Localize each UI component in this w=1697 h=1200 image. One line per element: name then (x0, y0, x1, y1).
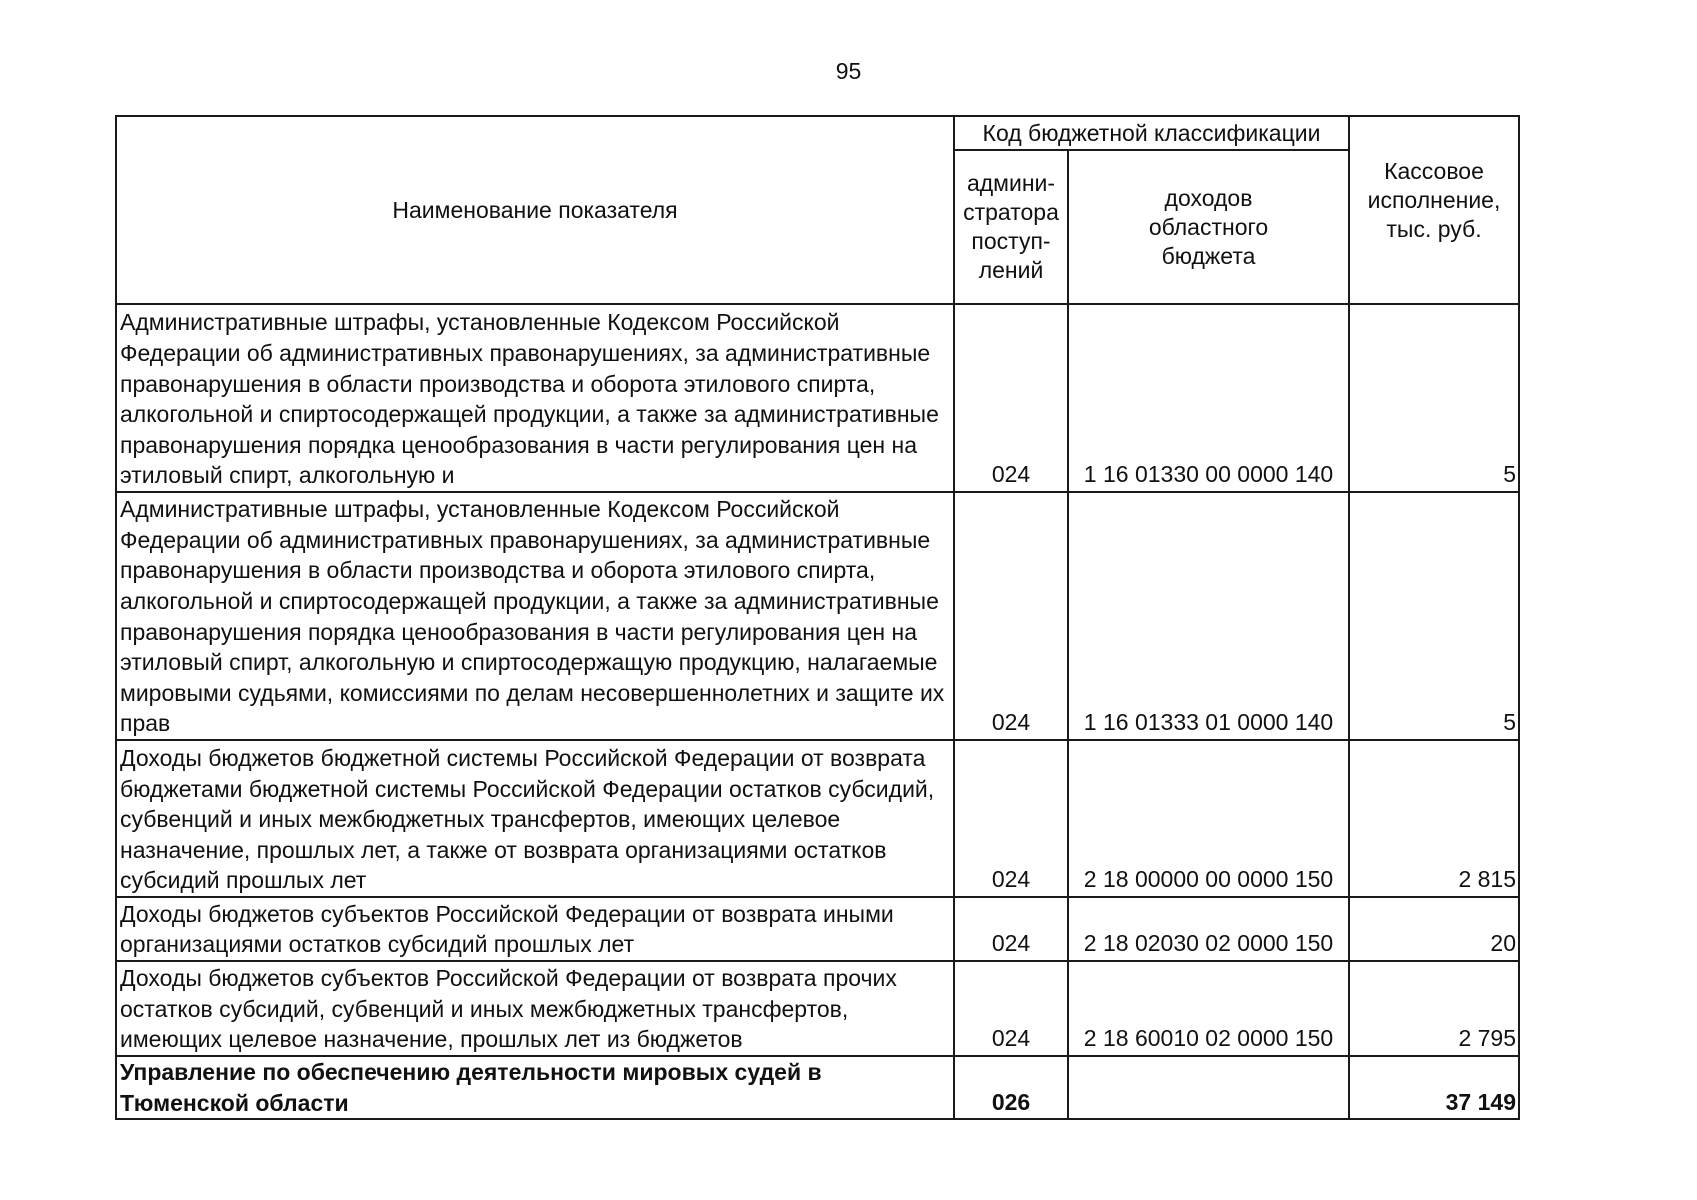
row-name: Доходы бюджетов субъектов Российской Федерации от возврата иными организациями остатков субсидий прошлых лет (116, 897, 954, 961)
header-income-code-label: доходов областного бюджета (1148, 184, 1269, 269)
header-admin-label: админи- стратора поступ- лений (963, 170, 1059, 283)
row-admin-code: 024 (954, 304, 1068, 492)
row-amount: 20 (1349, 897, 1519, 961)
header-name (116, 116, 954, 304)
budget-table (115, 115, 1520, 1120)
row-income-code: 2 18 02030 02 0000 150 (1068, 897, 1349, 961)
row-income-code: 2 18 00000 00 0000 150 (1068, 740, 1349, 897)
row-amount: 2 815 (1349, 740, 1519, 897)
row-amount: 37 149 (1349, 1056, 1519, 1119)
row-amount: 5 (1349, 304, 1519, 492)
row-admin-code: 026 (954, 1056, 1068, 1119)
header-admin (954, 150, 1068, 304)
row-amount: 5 (1349, 492, 1519, 740)
row-income-code (1068, 1056, 1349, 1119)
row-name: Управление по обеспечению деятельности мировых судей в Тюменской области (116, 1056, 954, 1119)
table-row (116, 961, 1519, 1056)
table-row (116, 740, 1519, 897)
header-name-label: Наименование показателя (392, 196, 678, 223)
row-admin-code: 024 (954, 897, 1068, 961)
row-income-code: 2 18 60010 02 0000 150 (1068, 961, 1349, 1056)
header-budget-code-group-label: Код бюджетной классификации (982, 120, 1321, 146)
row-admin-code: 024 (954, 740, 1068, 897)
header-income-code (1068, 150, 1349, 304)
row-income-code: 1 16 01330 00 0000 140 (1068, 304, 1349, 492)
row-name: Доходы бюджетов субъектов Российской Федерации от возврата прочих остатков субсидий, субвенций и иных межбюджетных трансфертов, имеющих целевое назначение, прошлых лет из бюджетов (116, 961, 954, 1056)
row-name: Административные штрафы, установленные Кодексом Российской Федерации об административных правонарушениях, за административные правонарушения в области производства и оборота этилового спирта, алкогольной и спиртосодержащей продукции, а также за административные правонарушения порядка ценообразования в части регулирования цен на этиловый спирт, алкогольную и спиртосодержащую продукцию, налагаемые мировыми судьями, комиссиями по делам несовершеннолетних и защите их прав (116, 492, 954, 740)
page-number: 95 (835, 58, 862, 84)
header-amount-label: Кассовое исполнение, тыс. руб. (1367, 157, 1501, 242)
row-name: Административные штрафы, установленные Кодексом Российской Федерации об административных правонарушениях, за административные правонарушения в области производства и оборота этилового спирта, алкогольной и спиртосодержащей продукции, а также за административные правонарушения порядка ценообразования в части регулирования цен на этиловый спирт, алкогольную и (116, 304, 954, 492)
table-row (116, 897, 1519, 961)
row-admin-code: 024 (954, 961, 1068, 1056)
header-row (116, 116, 1519, 150)
row-name: Доходы бюджетов бюджетной системы Российской Федерации от возврата бюджетами бюджетной системы Российской Федерации остатков субсидий, субвенций и иных межбюджетных трансфертов, имеющих целевое назначение, прошлых лет, а также от возврата организациями остатков субсидий прошлых лет (116, 740, 954, 897)
row-amount: 2 795 (1349, 961, 1519, 1056)
table-row (116, 492, 1519, 740)
row-income-code: 1 16 01333 01 0000 140 (1068, 492, 1349, 740)
row-admin-code: 024 (954, 492, 1068, 740)
header-amount (1349, 116, 1519, 304)
table-row (116, 304, 1519, 492)
table-row-total (116, 1056, 1519, 1119)
header-budget-code-group (954, 116, 1349, 150)
